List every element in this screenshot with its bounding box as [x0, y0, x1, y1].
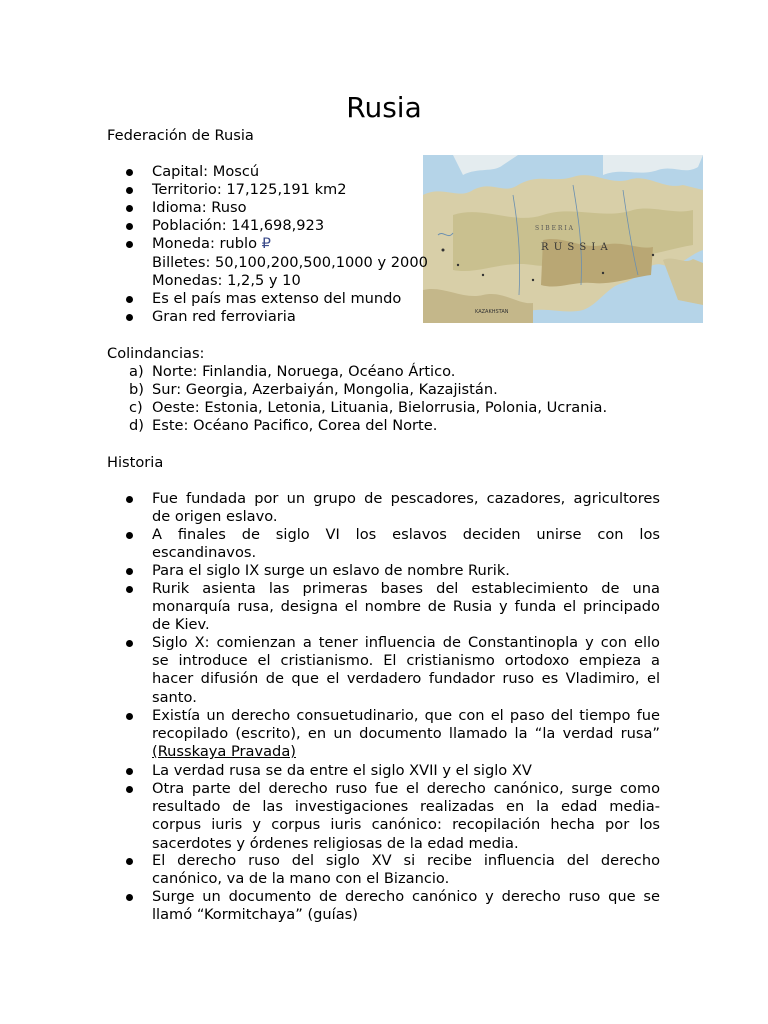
list-letter: d) — [129, 417, 144, 434]
bullet-icon — [126, 568, 133, 575]
bullet-icon — [126, 786, 133, 793]
text-line: El derecho ruso del siglo XV si recibe influencia del derecho — [152, 852, 660, 869]
map-label-siberia: S I B E R I A — [535, 225, 573, 232]
page-title: Rusia — [346, 91, 422, 124]
text-line: Surge un documento de derecho canónico y derecho ruso que se — [152, 888, 660, 905]
fact-billetes: Billetes: 50,100,200,500,1000 y 2000 — [152, 254, 428, 271]
russkaya-pravada-link[interactable]: (Russkaya Pravada) — [152, 743, 296, 761]
historia-item — [152, 762, 660, 780]
fact-extenso: Es el país mas extenso del mundo — [152, 290, 402, 307]
text-line: escandinavos. — [152, 544, 257, 562]
bullet-icon — [126, 187, 133, 194]
russia-map-image — [423, 155, 703, 323]
text-line: Para el siglo IX surge un eslavo de nombre Rurik. — [152, 562, 510, 579]
moneda-label: Moneda: rublo — [152, 235, 258, 252]
bullet-icon — [126, 858, 133, 865]
text-line: Existía un derecho consuetudinario, que con el paso del tiempo fue — [152, 707, 660, 724]
text-line: La verdad rusa se da entre el siglo XVII y el siglo XV — [152, 762, 532, 779]
historia-item — [152, 888, 660, 924]
colindancia-oeste: Oeste: Estonia, Letonia, Lituania, Bielorrusia, Polonia, Ucrania. — [152, 399, 608, 416]
text-line: hacer difusión de que el verdadero fundador ruso es Vladimiro, el — [152, 670, 660, 688]
text-line: corpus iuris y corpus iuris canónico: recopilación hecha por los — [152, 816, 660, 834]
historia-item — [152, 634, 660, 707]
bullet-icon — [126, 768, 133, 775]
list-letter: b) — [129, 381, 144, 398]
text-line: monarquía rusa, designa el nombre de Rusia y funda el principado — [152, 598, 660, 616]
ruble-symbol: ₽ — [261, 235, 271, 252]
historia-heading: Historia — [107, 454, 164, 471]
historia-item — [152, 580, 660, 635]
text-line: Otra parte del derecho ruso fue el derecho canónico, surge como — [152, 780, 660, 797]
list-letter: a) — [129, 363, 144, 380]
bullet-icon — [126, 496, 133, 503]
fact-moneda — [152, 235, 271, 253]
text-line: de origen eslavo. — [152, 508, 278, 526]
bullet-icon — [126, 205, 133, 212]
map-label-russia: R U S S I A — [541, 242, 609, 253]
map-label-kazakhstan: KAZAKHSTAN — [475, 309, 509, 315]
text-line: llamó “Kormitchaya” (guías) — [152, 906, 358, 924]
colindancias-heading: Colindancias: — [107, 345, 205, 362]
historia-item — [152, 852, 660, 888]
bullet-icon — [126, 713, 133, 720]
fact-capital: Capital: Moscú — [152, 163, 260, 180]
colindancia-sur: Sur: Georgia, Azerbaiyán, Mongolia, Kazajistán. — [152, 381, 498, 398]
bullet-icon — [126, 586, 133, 593]
subtitle: Federación de Rusia — [107, 127, 254, 144]
bullet-icon — [126, 314, 133, 321]
fact-monedas: Monedas: 1,2,5 y 10 — [152, 272, 301, 289]
text-line: Rurik asienta las primeras bases del establecimiento de una — [152, 580, 660, 597]
text-line: A finales de siglo VI los eslavos deciden unirse con los — [152, 526, 660, 543]
text-line: santo. — [152, 688, 197, 706]
bullet-icon — [126, 296, 133, 303]
bullet-icon — [126, 640, 133, 647]
list-letter: c) — [129, 399, 143, 416]
text-line: de Kiev. — [152, 616, 210, 634]
colindancia-norte: Norte: Finlandia, Noruega, Océano Ártico. — [152, 363, 456, 380]
colindancia-este: Este: Océano Pacifico, Corea del Norte. — [152, 417, 438, 434]
bullet-icon — [126, 241, 133, 248]
fact-idioma: Idioma: Ruso — [152, 199, 247, 216]
bullet-icon — [126, 169, 133, 176]
bullet-icon — [126, 894, 133, 901]
historia-item — [152, 707, 660, 762]
bullet-icon — [126, 223, 133, 230]
historia-item — [152, 562, 660, 580]
fact-poblacion: Población: 141,698,923 — [152, 217, 325, 234]
russia-map-graphic — [423, 155, 703, 323]
text-line: Siglo X: comienzan a tener influencia de Constantinopla y con ello — [152, 634, 660, 651]
fact-ferrovia: Gran red ferroviaria — [152, 308, 296, 325]
text-line: canónico, va de la mano con el Bizancio. — [152, 870, 450, 888]
text-line: Fue fundada por un grupo de pescadores, cazadores, agricultores — [152, 490, 660, 507]
bullet-icon — [126, 532, 133, 539]
fact-territorio: Territorio: 17,125,191 km2 — [152, 181, 347, 198]
text-line: se introduce el cristianismo. El cristianismo ortodoxo empieza a — [152, 652, 660, 670]
historia-item — [152, 780, 660, 853]
historia-item — [152, 490, 660, 526]
historia-item — [152, 526, 660, 562]
text-line: recopilado (escrito), en un documento llamado la “la verdad rusa” — [152, 725, 660, 743]
text-line: resultado de las investigaciones realizadas en la edad media- — [152, 798, 660, 816]
text-line: sacerdotes y órdenes religiosas de la edad media. — [152, 834, 519, 852]
